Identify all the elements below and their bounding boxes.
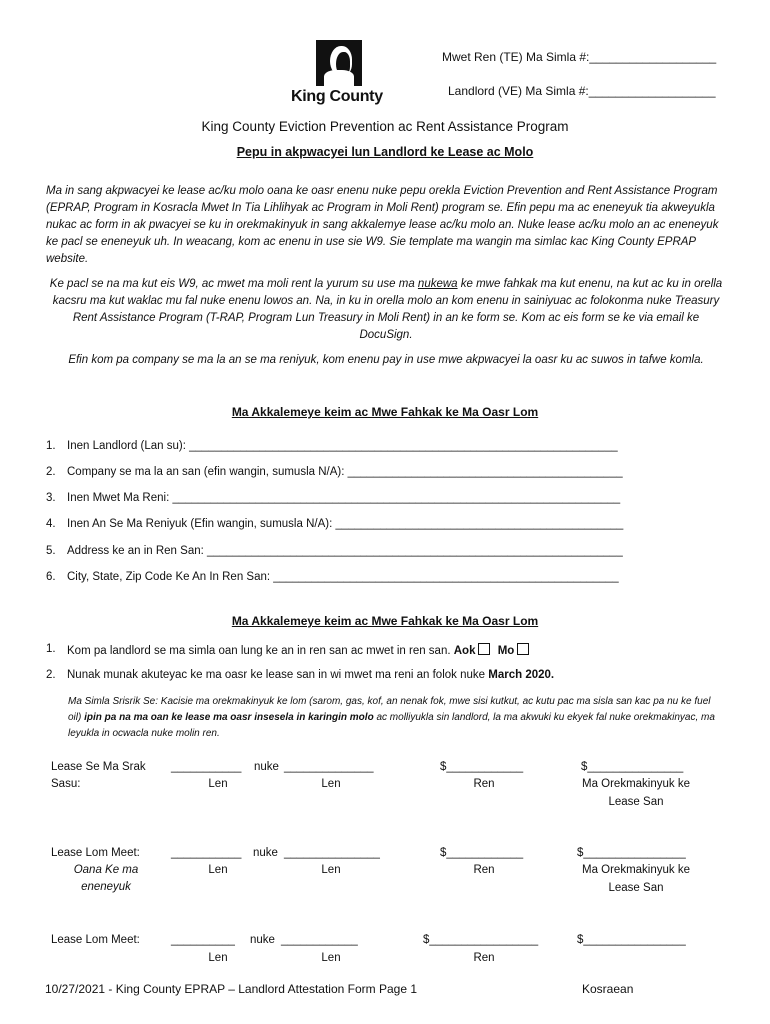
lease-row-2-label-2: Oana Ke ma — [73, 864, 139, 876]
lease-row-2-from-field[interactable]: ___________ — [171, 847, 242, 859]
lease-row-2-nuke: nuke — [253, 847, 278, 859]
lease-row-1-nuke: nuke — [254, 761, 279, 773]
lease-row-1-label: Lease Se Ma Srak — [51, 761, 146, 773]
tenant-name-field[interactable]: Inen Mwet Ma Reni: ______________________________________________________________________ — [67, 492, 621, 504]
len-label: Len — [208, 778, 228, 790]
company-paragraph: Efin kom pa company se ma la an se ma reniyuk, kom enenu pay in use mwe akpwacyei la oasr ku ac suwos in tafwe komla. — [68, 354, 704, 366]
len-label: Len — [208, 864, 228, 876]
utilities-label: Ma Orekmakinyuk ke — [581, 864, 690, 876]
lease-row-1-from-field[interactable]: ___________ — [171, 761, 242, 773]
lease-history-question: Nunak munak akuteyac ke ma oasr ke lease san in wi mwet ma reni an folok nuke — [67, 669, 486, 681]
w9-paragraph: Ke pacl se na ma kut eis W9, ac mwet ma moli rent la yurum su use ma nukewa ke mwe fahkak ma kut enenu, na kut ac ku in orella kacsru ma kut waklac mu fal nuke enenu lowos an. Na, in ku in orella molo an kom enenu in sainiyuac ac folokonma nuke Treasury Rent Assistance Program (T-RAP, Program Lun Treasury in Moli Rent) in an ke form se. Kom ac eis form se ke via email ke DocuSign. — [49, 278, 723, 341]
logo-text: King County — [291, 88, 383, 105]
utilities-note: Ma Simla Srisrik Se: Kacisie ma orekmakinyuk ke lom (sarom, gas, kof, an nenak fok, mwe sisi kutkut, ac kutu pac ma sisla san kac pa nu ke fuel oil) ipin pa na ma oan ke lease ma oasr insesela in karingin molo ac molliyukla sin landlord, la ma akwuki ku ekyek fal nuke orekmakinyac, ma leyukla in ocwacla nuke molin ren. — [68, 696, 715, 739]
city-state-zip-field[interactable]: City, State, Zip Code Ke An In Ren San: ______________________________________________________ — [67, 571, 619, 583]
section1-heading: Ma Akkalemeye keim ac Mwe Fahkak ke Ma Oasr Lom — [231, 405, 539, 419]
yes-label: Aok — [453, 645, 476, 657]
len-label: Len — [321, 778, 341, 790]
section2-heading: Ma Akkalemeye keim ac Mwe Fahkak ke Ma Oasr Lom — [231, 614, 539, 628]
ren-label: Ren — [473, 778, 495, 790]
rental-address-field[interactable]: Address ke an in Ren San: _________________________________________________________________ — [67, 545, 623, 557]
lease-row-3-utilities-field[interactable]: $________________ — [577, 934, 686, 946]
lease-row-2-label-3: eneneyuk — [81, 881, 131, 893]
ren-label: Ren — [473, 952, 495, 964]
landlord-name-field[interactable]: Inen Landlord (Lan su): ___________________________________________________________________ — [67, 440, 618, 452]
landlord-number-field[interactable]: Landlord (VE) Ma Simla #:___________________ — [448, 84, 716, 98]
lease-row-2-label: Lease Lom Meet: — [51, 847, 140, 859]
utilities-label-2: Lease San — [608, 882, 664, 894]
lease-row-1-rent-field[interactable]: $____________ — [440, 761, 524, 773]
lease-row-1-utilities-field[interactable]: $_______________ — [581, 761, 684, 773]
lease-row-3-label: Lease Lom Meet: — [51, 934, 140, 946]
form-subtitle: Pepu in akpwacyei lun Landlord ke Lease ac Molo — [236, 145, 534, 159]
march-2020-date: March 2020. — [488, 669, 555, 681]
ownership-question: Kom pa landlord se ma simla oan lung ke an in ren san ac mwet in ren san. — [67, 645, 451, 657]
utilities-label: Ma Orekmakinyuk ke — [581, 778, 690, 790]
lease-row-2-rent-field[interactable]: $____________ — [440, 847, 524, 859]
king-county-logo-icon — [316, 40, 362, 86]
lease-row-2-to-field[interactable]: _______________ — [284, 847, 380, 859]
yes-checkbox[interactable] — [478, 643, 490, 655]
footer-left: 10/27/2021 - King County EPRAP – Landlord Attestation Form Page 1 — [45, 982, 418, 996]
lease-row-2-utilities-field[interactable]: $________________ — [577, 847, 686, 859]
ren-label: Ren — [473, 864, 495, 876]
lease-row-3-from-field[interactable]: __________ — [171, 934, 235, 946]
lease-row-1-label-2: Sasu: — [51, 778, 81, 790]
property-name-field[interactable]: Inen An Se Ma Reniyuk (Efin wangin, sumusla N/A): _____________________________________________ — [67, 518, 624, 530]
lease-row-1-to-field[interactable]: ______________ — [284, 761, 374, 773]
no-label: Mo — [497, 645, 515, 657]
footer-language: Kosraean — [582, 982, 634, 996]
no-checkbox[interactable] — [517, 643, 529, 655]
len-label: Len — [321, 952, 341, 964]
intro-paragraph: Ma in sang akpwacyei ke lease ac/ku molo oana ke oasr enenu nuke pepu orekla Eviction Prevention and Rent Assistance Program (EPRAP, Program in Kosracla Mwet In Tia Lihlihyak ac Program in Moli Rent) program se. Efin pepu ma ac eneneyuk tia akweyukla nukac ac form in ak pwacyei se ku in orekmakinyuk in sang akkalemye lease ac/ku molo an. Nuke lease ac/ku molo an ac eneneyuk ke pacl se eneneyuk uh. In weacang, kom ac enenu in use sie W9. Sie template ma wangin ma simlac kac King County EPRAP website. — [46, 185, 719, 265]
utilities-label-2: Lease San — [608, 796, 664, 808]
lease-row-3-rent-field[interactable]: $_________________ — [423, 934, 539, 946]
lease-row-3-nuke: nuke — [250, 934, 275, 946]
company-name-field[interactable]: Company se ma la an san (efin wangin, sumusla N/A): ___________________________________________ — [67, 466, 623, 478]
lease-row-3-to-field[interactable]: ____________ — [281, 934, 358, 946]
tenant-number-field[interactable]: Mwet Ren (TE) Ma Simla #:___________________ — [442, 50, 717, 64]
len-label: Len — [321, 864, 341, 876]
page-title: King County Eviction Prevention ac Rent Assistance Program — [201, 119, 569, 134]
len-label: Len — [208, 952, 228, 964]
